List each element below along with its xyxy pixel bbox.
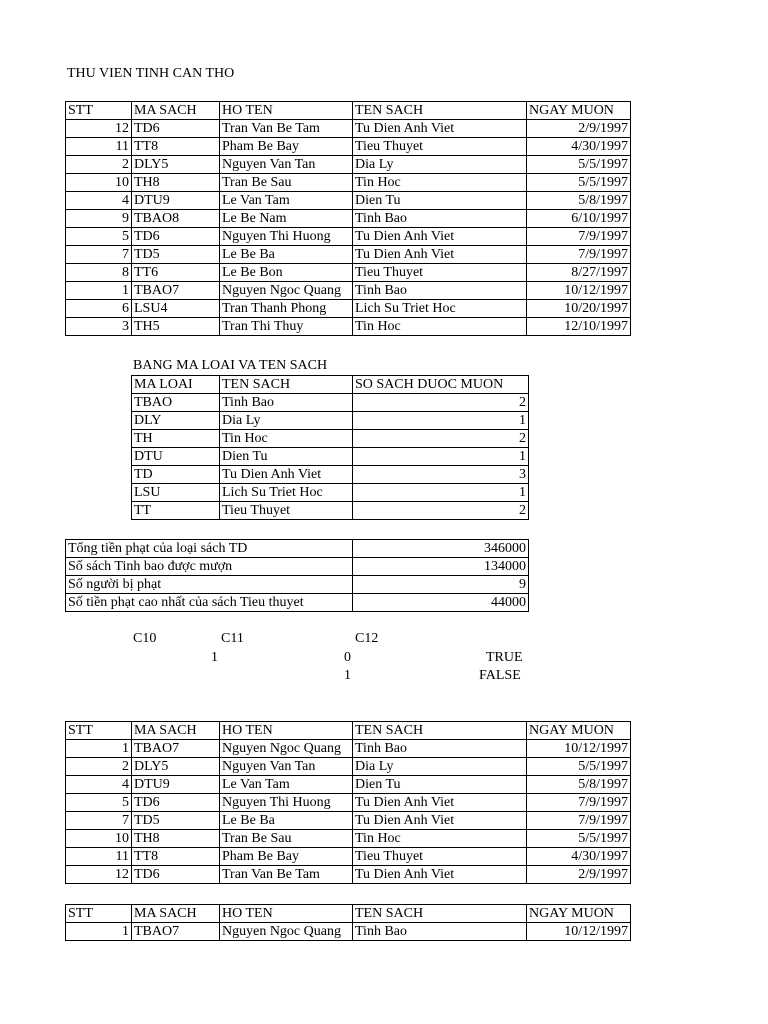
ho-ten-cell: Nguyen Thi Huong [220,228,353,246]
stt-cell: 12 [66,120,132,138]
ten-sach-cell: Dia Ly [353,758,527,776]
ho-ten-cell: Nguyen Van Tan [220,156,353,174]
ma-sach-cell: TD6 [132,228,220,246]
summary-table [65,539,529,612]
table-row [66,282,631,300]
stt-cell: 3 [66,318,132,336]
table-row [66,318,631,336]
table-row [66,228,631,246]
ho-ten-cell: Nguyen Ngoc Quang [220,282,353,300]
ten-sach-header: TEN SACH [353,905,527,923]
so-sach-duoc-muon-cell: 1 [353,484,529,502]
ngay-muon-cell: 5/8/1997 [527,192,631,210]
ma-sach-header: MA SACH [132,905,220,923]
ngay-muon-cell: 5/8/1997 [527,776,631,794]
ngay-muon-cell: 7/9/1997 [527,228,631,246]
ten-sach-cell: Tieu Thuyet [353,264,527,282]
stt-cell: 8 [66,264,132,282]
ten-sach-cell: Tieu Thuyet [353,138,527,156]
ten-sach-cell: Tieu Thuyet [353,848,527,866]
ten-sach-cell: Dien Tu [353,776,527,794]
ma-sach-cell: TBAO8 [132,210,220,228]
ma-sach-cell: TT8 [132,138,220,156]
ngay-muon-cell: 5/5/1997 [527,156,631,174]
ma-loai-cell: DLY [132,412,220,430]
ngay-muon-cell: 7/9/1997 [527,246,631,264]
table-row [66,174,631,192]
ma-sach-cell: DTU9 [132,192,220,210]
ma-sach-cell: TT6 [132,264,220,282]
ten-sach-cell: Tu Dien Anh Viet [220,466,353,484]
ma-sach-cell: TT8 [132,848,220,866]
ngay-muon-cell: 12/10/1997 [527,318,631,336]
ma-sach-cell: TH8 [132,174,220,192]
ho-ten-cell: Le Be Nam [220,210,353,228]
so-sach-duoc-muon-cell: 2 [353,394,529,412]
stt-cell: 11 [66,848,132,866]
ma-sach-cell: TD5 [132,246,220,264]
ho-ten-cell: Le Van Tam [220,192,353,210]
summary-value: 346000 [353,540,529,558]
filtered-loan-table [65,721,631,884]
ho-ten-cell: Le Van Tam [220,776,353,794]
ho-ten-cell: Nguyen Ngoc Quang [220,740,353,758]
ma-sach-cell: TBAO7 [132,282,220,300]
ngay-muon-cell: 8/27/1997 [527,264,631,282]
ten-sach-cell: Tin Hoc [353,318,527,336]
ten-sach-cell: Tin Hoc [353,830,527,848]
ho-ten-cell: Tran Thanh Phong [220,300,353,318]
ngay-muon-cell: 6/10/1997 [527,210,631,228]
ngay-muon-cell: 7/9/1997 [527,794,631,812]
summary-value: 9 [353,576,529,594]
so-sach-duoc-muon-cell: 2 [353,502,529,520]
table-row [66,758,631,776]
ma-sach-cell: DLY5 [132,758,220,776]
ho-ten-cell: Tran Be Sau [220,174,353,192]
stt-cell: 4 [66,192,132,210]
ten-sach-cell: Tinh Bao [220,394,353,412]
extract-loan-table [65,904,631,941]
table-row [66,794,631,812]
ho-ten-cell: Le Be Bon [220,264,353,282]
table-row [66,192,631,210]
table-row [66,866,631,884]
criteria-row1-result: TRUE [486,650,523,665]
ngay-muon-cell: 2/9/1997 [527,120,631,138]
table-header-row [66,722,631,740]
criteria-header-c12: C12 [355,631,379,646]
stt-cell: 4 [66,776,132,794]
summary-row [66,594,529,612]
ten-sach-cell: Lich Su Triet Hoc [353,300,527,318]
stt-cell: 9 [66,210,132,228]
ten-sach-cell: Tinh Bao [353,210,527,228]
table-row [66,246,631,264]
summary-value: 134000 [353,558,529,576]
ten-sach-cell: Tu Dien Anh Viet [353,246,527,264]
table-row [66,210,631,228]
ma-loai-cell: TD [132,466,220,484]
lookup-header-row [132,376,529,394]
table-row [66,776,631,794]
so-sach-duoc-muon-cell: 2 [353,430,529,448]
so-sach-duoc-muon-header: SO SACH DUOC MUON [353,376,529,394]
ma-loai-header: MA LOAI [132,376,220,394]
ho-ten-cell: Nguyen Ngoc Quang [220,923,353,941]
stt-cell: 1 [66,282,132,300]
table-header-row [66,102,631,120]
criteria-row2-result: FALSE [479,668,521,683]
ten-sach-cell: Tu Dien Anh Viet [353,794,527,812]
ten-sach-cell: Tu Dien Anh Viet [353,866,527,884]
stt-cell: 5 [66,794,132,812]
ten-sach-cell: Dia Ly [353,156,527,174]
ngay-muon-cell: 10/12/1997 [527,923,631,941]
ho-ten-cell: Nguyen Thi Huong [220,794,353,812]
ngay-muon-cell: 5/5/1997 [527,758,631,776]
ho-ten-cell: Pham Be Bay [220,138,353,156]
table-row [132,394,529,412]
ho-ten-cell: Tran Thi Thuy [220,318,353,336]
ma-sach-cell: DTU9 [132,776,220,794]
ngay-muon-header: NGAY MUON [527,905,631,923]
ten-sach-header: TEN SACH [353,722,527,740]
ho-ten-cell: Tran Van Be Tam [220,120,353,138]
ma-loai-cell: TT [132,502,220,520]
ho-ten-header: HO TEN [220,722,353,740]
ma-sach-header: MA SACH [132,722,220,740]
stt-cell: 5 [66,228,132,246]
table-row [66,812,631,830]
page-title: THU VIEN TINH CAN THO [67,66,235,81]
ngay-muon-cell: 10/12/1997 [527,282,631,300]
ho-ten-cell: Le Be Ba [220,246,353,264]
ho-ten-header: HO TEN [220,102,353,120]
ma-sach-cell: TH5 [132,318,220,336]
summary-value: 44000 [353,594,529,612]
ma-sach-cell: TD5 [132,812,220,830]
ho-ten-cell: Le Be Ba [220,812,353,830]
ngay-muon-cell: 2/9/1997 [527,866,631,884]
ngay-muon-cell: 7/9/1997 [527,812,631,830]
stt-header: STT [66,722,132,740]
ten-sach-cell: Tu Dien Anh Viet [353,120,527,138]
ma-sach-cell: TBAO7 [132,740,220,758]
stt-cell: 12 [66,866,132,884]
table-header-row [66,905,631,923]
ten-sach-cell: Tinh Bao [353,282,527,300]
ho-ten-cell: Nguyen Van Tan [220,758,353,776]
ngay-muon-header: NGAY MUON [527,102,631,120]
lookup-table-title: BANG MA LOAI VA TEN SACH [133,358,328,373]
ma-loai-cell: LSU [132,484,220,502]
summary-label: Số người bị phạt [66,576,353,594]
ngay-muon-cell: 5/5/1997 [527,830,631,848]
summary-row [66,540,529,558]
ten-sach-cell: Tieu Thuyet [220,502,353,520]
table-row [132,412,529,430]
summary-row [66,558,529,576]
table-row [66,120,631,138]
table-row [132,448,529,466]
ma-sach-cell: TD6 [132,120,220,138]
table-row [132,502,529,520]
ten-sach-cell: Tu Dien Anh Viet [353,812,527,830]
ma-sach-header: MA SACH [132,102,220,120]
stt-cell: 11 [66,138,132,156]
ho-ten-cell: Pham Be Bay [220,848,353,866]
criteria-row2-c12: 1 [344,668,351,683]
table-row [66,923,631,941]
ten-sach-cell: Tin Hoc [353,174,527,192]
stt-cell: 7 [66,246,132,264]
ho-ten-cell: Tran Be Sau [220,830,353,848]
stt-cell: 10 [66,174,132,192]
ngay-muon-cell: 10/20/1997 [527,300,631,318]
ten-sach-cell: Dien Tu [220,448,353,466]
ngay-muon-cell: 4/30/1997 [527,848,631,866]
criteria-header-c10: C10 [133,631,157,646]
criteria-header-c11: C11 [221,631,244,646]
table-row [66,264,631,282]
ho-ten-cell: Tran Van Be Tam [220,866,353,884]
stt-cell: 1 [66,740,132,758]
ma-sach-cell: LSU4 [132,300,220,318]
ten-sach-header: TEN SACH [353,102,527,120]
ma-sach-cell: DLY5 [132,156,220,174]
ma-sach-cell: TBAO7 [132,923,220,941]
so-sach-duoc-muon-cell: 1 [353,412,529,430]
stt-header: STT [66,102,132,120]
ngay-muon-cell: 10/12/1997 [527,740,631,758]
ma-sach-cell: TD6 [132,866,220,884]
table-row [66,300,631,318]
main-loan-table [65,101,631,336]
ten-sach-cell: Tin Hoc [220,430,353,448]
ma-loai-cell: TH [132,430,220,448]
stt-cell: 7 [66,812,132,830]
ho-ten-header: HO TEN [220,905,353,923]
criteria-row1-c11: 1 [211,650,218,665]
book-type-lookup-table [131,375,529,520]
stt-cell: 2 [66,156,132,174]
ten-sach-header: TEN SACH [220,376,353,394]
table-row [66,740,631,758]
so-sach-duoc-muon-cell: 1 [353,448,529,466]
stt-cell: 6 [66,300,132,318]
table-row [66,138,631,156]
table-row [66,156,631,174]
ma-sach-cell: TH8 [132,830,220,848]
so-sach-duoc-muon-cell: 3 [353,466,529,484]
criteria-row1-c12: 0 [344,650,351,665]
ten-sach-cell: Tinh Bao [353,740,527,758]
ten-sach-cell: Dia Ly [220,412,353,430]
ngay-muon-cell: 5/5/1997 [527,174,631,192]
table-row [66,848,631,866]
table-row [66,830,631,848]
table-row [132,466,529,484]
ten-sach-cell: Tu Dien Anh Viet [353,228,527,246]
ten-sach-cell: Tinh Bao [353,923,527,941]
ngay-muon-header: NGAY MUON [527,722,631,740]
ma-loai-cell: DTU [132,448,220,466]
stt-cell: 10 [66,830,132,848]
summary-label: Số tiền phạt cao nhất của sách Tieu thuyet [66,594,353,612]
stt-header: STT [66,905,132,923]
ten-sach-cell: Dien Tu [353,192,527,210]
summary-label: Số sách Tinh bao được mượn [66,558,353,576]
ma-loai-cell: TBAO [132,394,220,412]
stt-cell: 2 [66,758,132,776]
table-row [132,484,529,502]
summary-label: Tổng tiền phạt của loại sách TD [66,540,353,558]
table-row [132,430,529,448]
ma-sach-cell: TD6 [132,794,220,812]
stt-cell: 1 [66,923,132,941]
ngay-muon-cell: 4/30/1997 [527,138,631,156]
summary-row [66,576,529,594]
ten-sach-cell: Lich Su Triet Hoc [220,484,353,502]
